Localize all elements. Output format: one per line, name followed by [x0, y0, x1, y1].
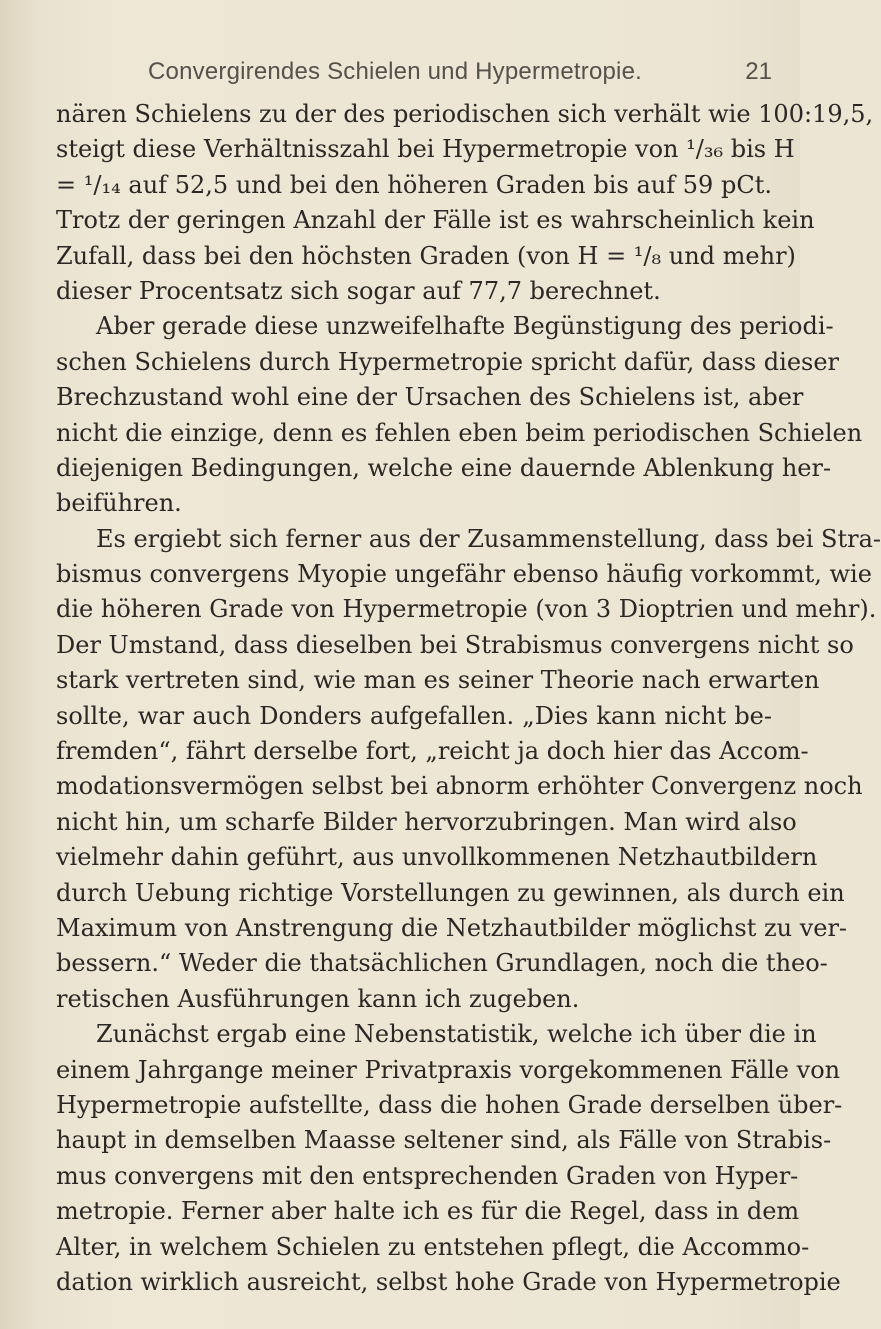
- page-header: [148, 58, 790, 98]
- text-line: beiführen.: [56, 489, 182, 518]
- text-line: nicht hin, um scharfe Bilder hervorzubringen. Man wird also: [56, 807, 797, 836]
- text-line: metropie. Ferner aber halte ich es für die Regel, dass in dem: [56, 1197, 800, 1226]
- text-line: Der Umstand, dass dieselben bei Strabismus convergens nicht so: [56, 630, 854, 659]
- text-line: retischen Ausführungen kann ich zugeben.: [56, 984, 580, 1013]
- text-line: Brechzustand wohl eine der Ursachen des Schielens ist, aber: [56, 383, 804, 412]
- text-line: durch Uebung richtige Vorstellungen zu gewinnen, als durch ein: [56, 878, 845, 907]
- text-line: steigt diese Verhältnisszahl bei Hypermetropie von ¹/₃₆ bis H: [56, 135, 795, 164]
- text-line: nären Schielens zu der des periodischen sich verhält wie 100:19,5,: [56, 100, 874, 128]
- text-line: die höheren Grade von Hypermetropie (von 3 Dioptrien und mehr).: [56, 595, 877, 624]
- text-line: bismus convergens Myopie ungefähr ebenso häufig vorkommt, wie: [56, 560, 872, 589]
- text-line: Es ergiebt sich ferner aus der Zusammenstellung, dass bei Stra-: [96, 524, 881, 553]
- body-text: [56, 97, 881, 1300]
- text-line: haupt in demselben Maasse seltener sind, als Fälle von Strabis-: [56, 1126, 832, 1155]
- text-line: sollte, war auch Donders aufgefallen. „Dies kann nicht be-: [56, 701, 772, 730]
- text-line: fremden“, fährt derselbe fort, „reicht ja doch hier das Accom-: [56, 737, 809, 766]
- text-line: Aber gerade diese unzweifelhafte Begünstigung des periodi-: [96, 312, 834, 341]
- text-line: mus convergens mit den entsprechenden Graden von Hyper-: [56, 1161, 799, 1190]
- running-title: Convergirendes Schielen und Hypermetropie.: [148, 58, 643, 85]
- text-line: Maximum von Anstrengung die Netzhautbilder möglichst zu ver-: [56, 913, 848, 942]
- text-line: vielmehr dahin geführt, aus unvollkommenen Netzhautbildern: [56, 843, 818, 872]
- text-line: diejenigen Bedingungen, welche eine dauernde Ablenkung her-: [56, 453, 832, 482]
- text-line: Hypermetropie aufstellte, dass die hohen Grade derselben über-: [56, 1090, 843, 1119]
- text-line: dieser Procentsatz sich sogar auf 77,7 berechnet.: [56, 276, 661, 305]
- text-line: einem Jahrgange meiner Privatpraxis vorgekommenen Fälle von: [56, 1055, 841, 1084]
- text-line: bessern.“ Weder die thatsächlichen Grundlagen, noch die theo-: [56, 949, 828, 978]
- text-line: = ¹/₁₄ auf 52,5 und bei den höheren Graden bis auf 59 pCt.: [56, 170, 772, 199]
- text-line: dation wirklich ausreicht, selbst hohe Grade von Hypermetropie: [56, 1267, 841, 1296]
- text-line: stark vertreten sind, wie man es seiner Theorie nach erwarten: [56, 666, 820, 695]
- text-line: nicht die einzige, denn es fehlen eben beim periodischen Schielen: [56, 418, 863, 447]
- page-number: 21: [745, 58, 772, 85]
- text-line: Zunächst ergab eine Nebenstatistik, welche ich über die in: [96, 1020, 817, 1049]
- text-line: schen Schielens durch Hypermetropie spricht dafür, dass dieser: [56, 347, 840, 376]
- text-line: Zufall, dass bei den höchsten Graden (von H = ¹/₈ und mehr): [56, 241, 796, 270]
- text-line: Trotz der geringen Anzahl der Fälle ist es wahrscheinlich kein: [56, 206, 815, 235]
- text-line: modationsvermögen selbst bei abnorm erhöhter Convergenz noch: [56, 772, 863, 801]
- text-line: Alter, in welchem Schielen zu entstehen pflegt, die Accommo-: [56, 1232, 810, 1261]
